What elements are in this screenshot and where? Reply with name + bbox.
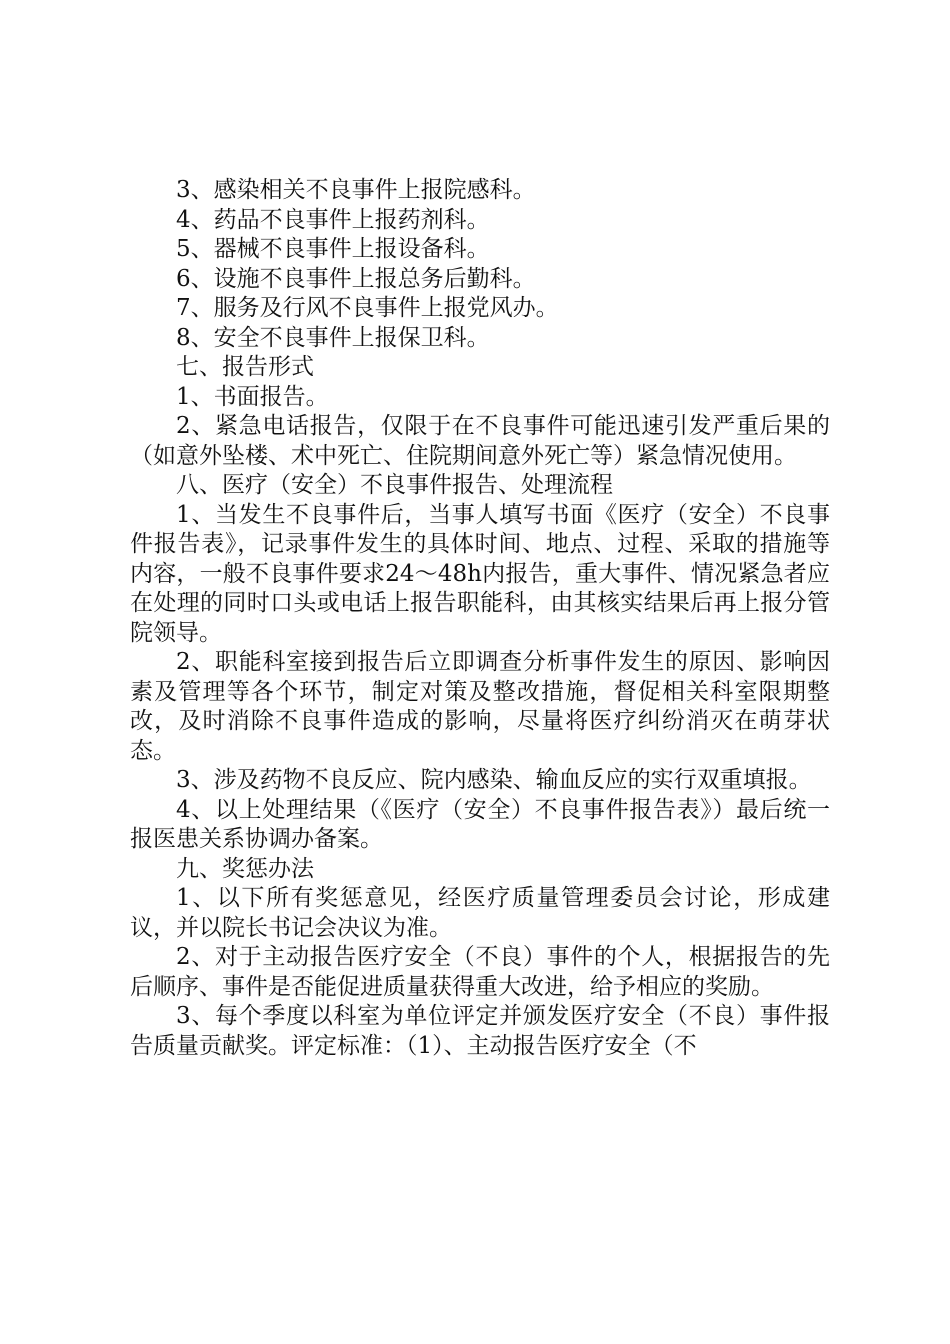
section-heading-report-process: 八、医疗（安全）不良事件报告、处理流程 xyxy=(176,472,613,498)
paragraph-written-report: 1、书面报告。 xyxy=(176,383,329,410)
document-body xyxy=(130,176,830,1061)
paragraph-process-step-2: 2、职能科室接到报告后立即调查分析事件发生的原因、影响因素及管理等各个环节，制定对策及整改措施，督促相关科室限期整改，及时消除不良事件造成的影响，尽量将医疗纠纷消灭在萌芽状态。 xyxy=(130,649,830,764)
paragraph-phone-report: 2、紧急电话报告，仅限于在不良事件可能迅速引发严重后果的（如意外坠楼、术中死亡、住院期间意外死亡等）紧急情况使用。 xyxy=(130,413,830,469)
paragraph-rewards-1: 1、以下所有奖惩意见，经医疗质量管理委员会讨论，形成建议，并以院长书记会决议为准。 xyxy=(130,885,830,941)
paragraph-item-6-facility: 6、设施不良事件上报总务后勤科。 xyxy=(176,265,536,292)
paragraph-process-step-3: 3、涉及药物不良反应、院内感染、输血反应的实行双重填报。 xyxy=(176,767,812,793)
paragraph-rewards-3: 3、每个季度以科室为单位评定并颁发医疗安全（不良）事件报告质量贡献奖。评定标准：（1）、主动报告医疗安全（不 xyxy=(130,1003,830,1059)
paragraph-item-7-service: 7、服务及行风不良事件上报党风办。 xyxy=(176,295,559,321)
paragraph-item-4-drug: 4、药品不良事件上报药剂科。 xyxy=(176,206,490,233)
paragraph-item-3-infection: 3、感染相关不良事件上报院感科。 xyxy=(176,177,536,203)
paragraph-process-step-1: 1、当发生不良事件后，当事人填写书面《医疗（安全）不良事件报告表》，记录事件发生的具体时间、地点、过程、采取的措施等内容，一般不良事件要求24～48h内报告，重大事件、情况紧急者应在处理的同时口头或电话上报告职能科，由其核实结果后再上报分管院领导。 xyxy=(130,501,830,646)
section-heading-rewards: 九、奖惩办法 xyxy=(176,855,314,882)
paragraph-item-8-security: 8、安全不良事件上报保卫科。 xyxy=(176,324,490,351)
paragraph-item-5-device: 5、器械不良事件上报设备科。 xyxy=(176,236,490,262)
section-heading-report-form: 七、报告形式 xyxy=(176,354,314,380)
paragraph-process-step-4: 4、以上处理结果（《医疗（安全）不良事件报告表》）最后统一报医患关系协调办备案。 xyxy=(130,796,830,852)
paragraph-rewards-2: 2、对于主动报告医疗安全（不良）事件的个人，根据报告的先后顺序、事件是否能促进质量获得重大改进，给予相应的奖励。 xyxy=(130,944,830,1000)
